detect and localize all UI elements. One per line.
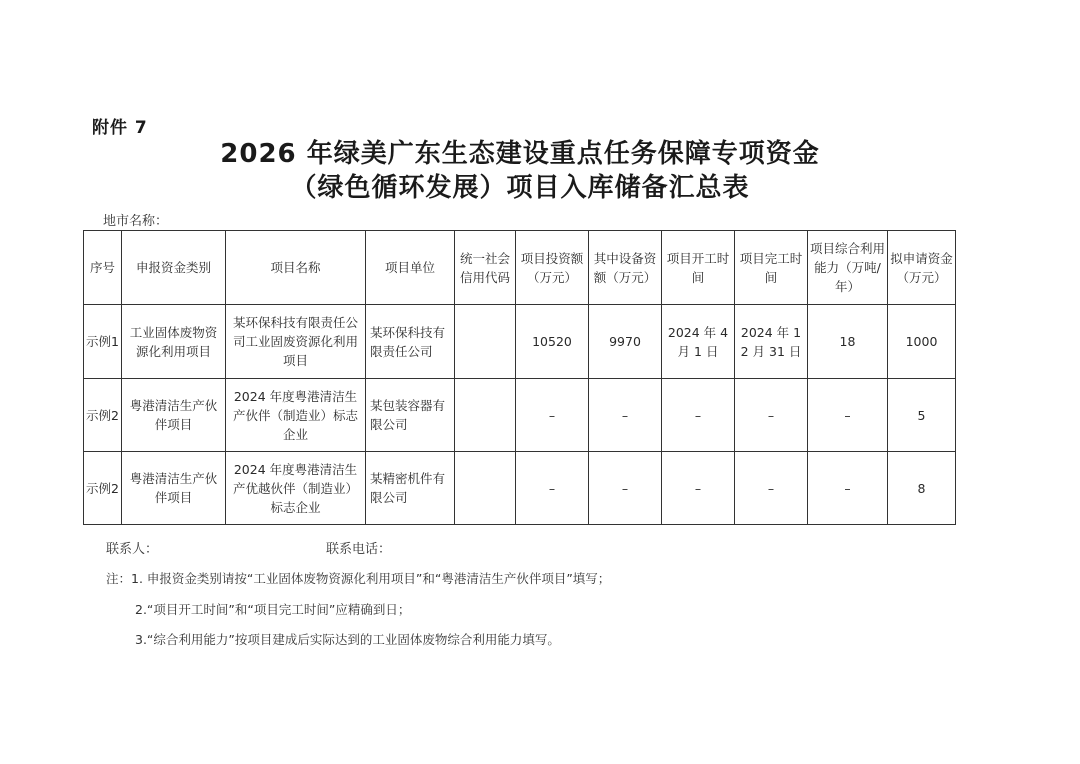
- cell-equipment: 9970: [589, 305, 662, 379]
- cell-project-unit: 某环保科技有限责任公司: [366, 305, 455, 379]
- cell-end-date: –: [735, 379, 808, 452]
- header-project-name: 项目名称: [226, 231, 366, 305]
- attachment-label: 附件 7: [92, 118, 148, 138]
- header-credit-code: 统一社会信用代码: [455, 231, 516, 305]
- cell-project-unit: 某包装容器有限公司: [366, 379, 455, 452]
- table-row: [84, 379, 956, 452]
- cell-apply-funds: 1000: [888, 305, 956, 379]
- note-line-2: 2.“项目开工时间”和“项目完工时间”应精确到日；: [135, 602, 411, 617]
- header-end-date: 项目完工时间: [735, 231, 808, 305]
- table-row: [84, 452, 956, 525]
- cell-no: 示例2: [84, 452, 122, 525]
- document-title-line2: （绿色循环发展）项目入库储备汇总表: [290, 173, 750, 203]
- header-capacity: 项目综合利用能力（万吨/年）: [808, 231, 888, 305]
- cell-category: 粤港清洁生产伙伴项目: [122, 379, 226, 452]
- contact-phone-label: 联系电话：: [326, 542, 392, 557]
- header-apply-funds: 拟申请资金（万元）: [888, 231, 956, 305]
- cell-end-date: –: [735, 452, 808, 525]
- region-label: 地市名称：: [103, 214, 169, 229]
- cell-credit-code: [455, 379, 516, 452]
- cell-end-date: 2024 年 12 月 31 日: [735, 305, 808, 379]
- cell-apply-funds: 8: [888, 452, 956, 525]
- table-row: [84, 305, 956, 379]
- cell-capacity: –: [808, 379, 888, 452]
- cell-start-date: –: [662, 379, 735, 452]
- cell-investment: 10520: [516, 305, 589, 379]
- cell-project-name: 2024 年度粤港清洁生产优越伙伴（制造业）标志企业: [226, 452, 366, 525]
- note-line-1: 注：1. 申报资金类别请按“工业固体废物资源化利用项目”和“粤港清洁生产伙伴项目”填写；: [106, 571, 611, 586]
- header-project-unit: 项目单位: [366, 231, 455, 305]
- cell-equipment: –: [589, 452, 662, 525]
- cell-project-name: 某环保科技有限责任公司工业固废资源化利用项目: [226, 305, 366, 379]
- cell-investment: –: [516, 379, 589, 452]
- cell-category: 工业固体废物资源化利用项目: [122, 305, 226, 379]
- header-no: 序号: [84, 231, 122, 305]
- cell-start-date: 2024 年 4 月 1 日: [662, 305, 735, 379]
- header-start-date: 项目开工时间: [662, 231, 735, 305]
- cell-equipment: –: [589, 379, 662, 452]
- cell-no: 示例2: [84, 379, 122, 452]
- note-line-3: 3.“综合利用能力”按项目建成后实际达到的工业固体废物综合利用能力填写。: [135, 632, 560, 647]
- cell-no: 示例1: [84, 305, 122, 379]
- contact-person-label: 联系人：: [106, 542, 159, 557]
- table-header-row: [84, 231, 956, 305]
- cell-project-name: 2024 年度粤港清洁生产伙伴（制造业）标志企业: [226, 379, 366, 452]
- cell-credit-code: [455, 452, 516, 525]
- header-category: 申报资金类别: [122, 231, 226, 305]
- cell-apply-funds: 5: [888, 379, 956, 452]
- header-equipment: 其中设备资额（万元）: [589, 231, 662, 305]
- cell-investment: –: [516, 452, 589, 525]
- cell-capacity: 18: [808, 305, 888, 379]
- cell-credit-code: [455, 305, 516, 379]
- cell-start-date: –: [662, 452, 735, 525]
- cell-capacity: –: [808, 452, 888, 525]
- header-investment: 项目投资额（万元）: [516, 231, 589, 305]
- cell-project-unit: 某精密机件有限公司: [366, 452, 455, 525]
- cell-category: 粤港清洁生产伙伴项目: [122, 452, 226, 525]
- summary-table: [83, 230, 956, 525]
- document-title-line1: 2026 年绿美广东生态建设重点任务保障专项资金: [220, 139, 820, 169]
